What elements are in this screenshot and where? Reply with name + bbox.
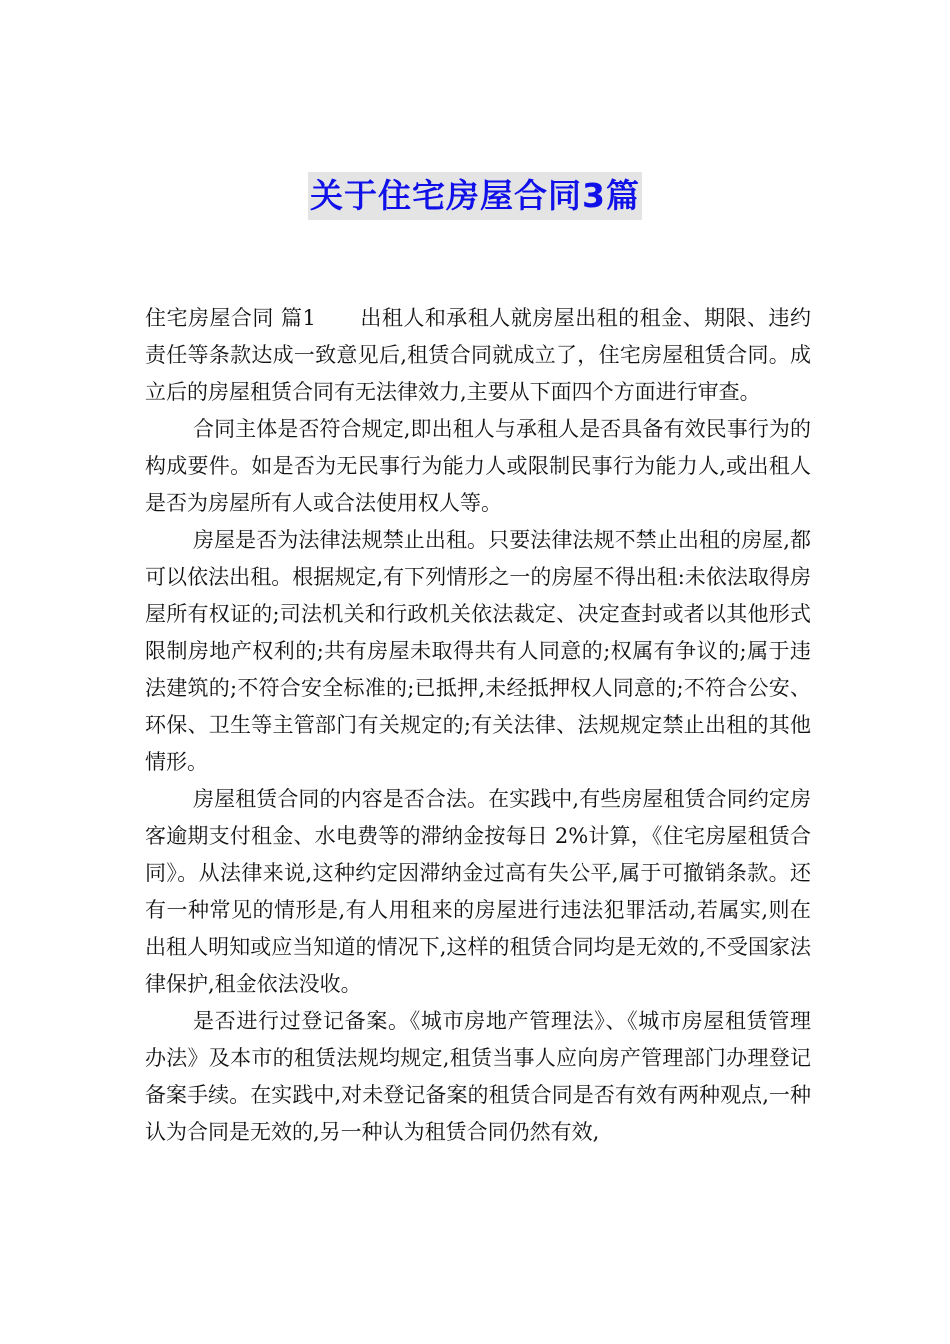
paragraph-5: 是否进行过登记备案。《城市房地产管理法》、《城市房屋租赁管理办法》及本市的租赁法规均规定,租赁当事人应向房产管理部门办理登记备案手续。在实践中,对未登记备案的租赁合同是否有效有两种观点,一种认为合同是无效的,另一种认为租赁合同仍然有效,	[145, 1009, 811, 1144]
paragraph-3: 房屋是否为法律法规禁止出租。只要法律法规不禁止出租的房屋,都可以依法出租。根据规定,有下列情形之一的房屋不得出租:未依法取得房屋所有权证的;司法机关和行政机关依法裁定、决定查封或者以其他形式限制房地产权利的;共有房屋未取得共有人同意的;权属有争议的;属于违法建筑的;不符合安全标准的;已抵押,未经抵押权人同意的;不符合公安、环保、卫生等主管部门有关规定的;有关法律、法规规定禁止出租的其他情形。	[145, 528, 811, 774]
paragraph-2: 合同主体是否符合规定,即出租人与承租人是否具备有效民事行为的构成要件。如是否为无民事行为能力人或限制民事行为能力人,或出租人是否为房屋所有人或合法使用权人等。	[145, 417, 811, 515]
paragraph-4: 房屋租赁合同的内容是否合法。在实践中,有些房屋租赁合同约定房客逾期支付租金、水电费等的滞纳金按每日 2%计算，《住宅房屋租赁合同》。从法律来说,这种约定因滞纳金过高有失公平,属于可撤销条款。还有一种常见的情形是,有人用租来的房屋进行违法犯罪活动,若属实,则在出租人明知或应当知道的情况下,这样的租赁合同均是无效的,不受国家法律保护,租金依法没收。	[145, 787, 811, 996]
document-title: 关于住宅房屋合同3篇	[308, 172, 642, 220]
paragraph-1-text: 出租人和承租人就房屋出租的租金、期限、违约责任等条款达成一致意见后,租赁合同就成立了，住宅房屋租赁合同。成立后的房屋租赁合同有无法律效力,主要从下面四个方面进行审查。	[145, 306, 811, 404]
section-heading: 住宅房屋合同 篇1	[145, 306, 316, 330]
paragraph-1	[145, 300, 811, 411]
document-body	[145, 300, 811, 1151]
title-container	[0, 172, 950, 220]
